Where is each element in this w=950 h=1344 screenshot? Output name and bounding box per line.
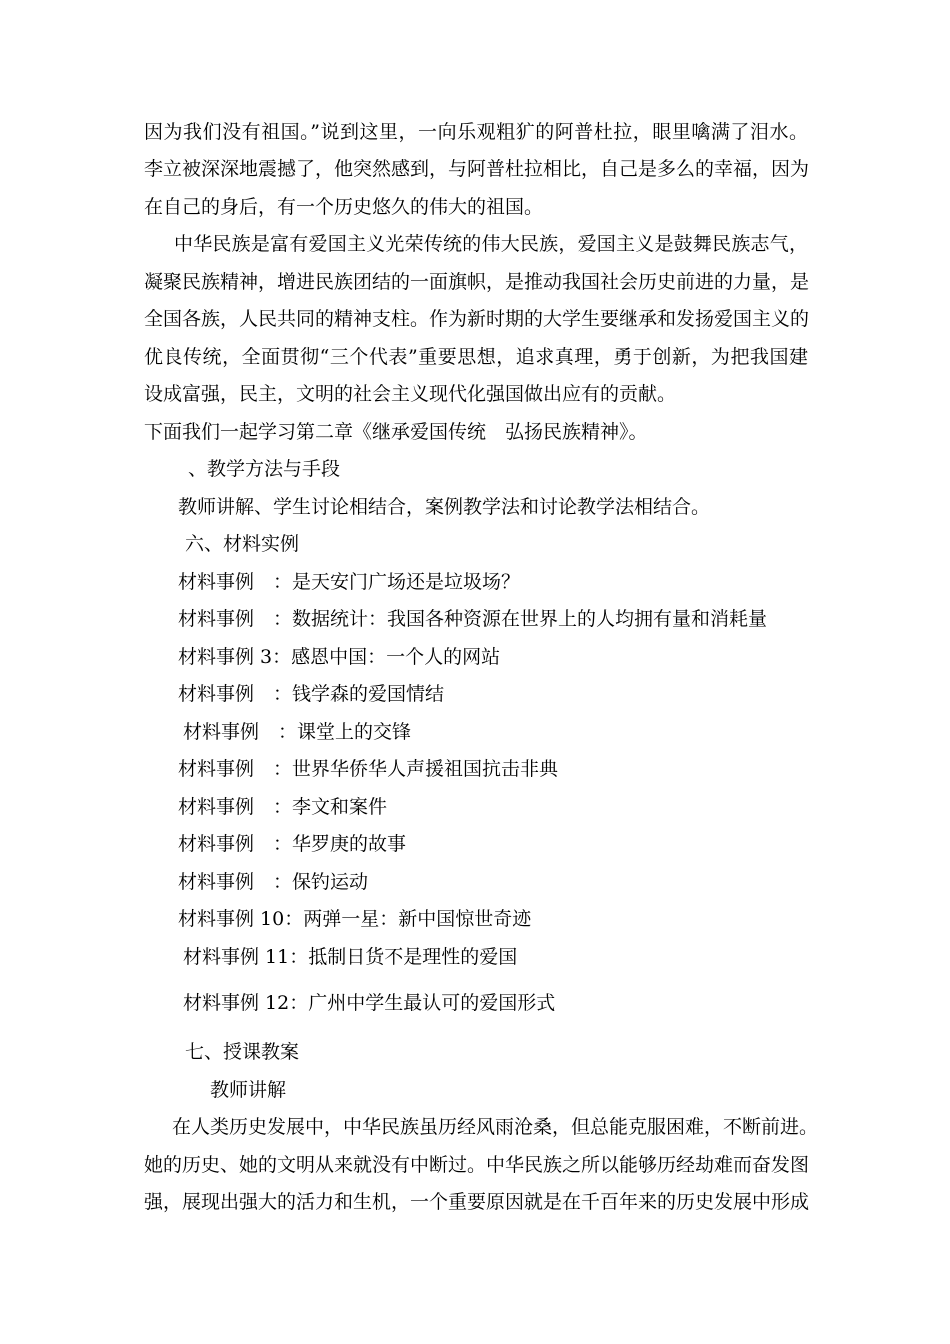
text-line: 李立被深深地震撼了，他突然感到，与阿普杜拉相比，自己是多么的幸福，因为 [144, 158, 810, 180]
text-line: 在自己的身后，有一个历史悠久的伟大的祖国。 [144, 196, 544, 218]
methods-body: 教师讲解、学生讨论相结合，案例教学法和讨论教学法相结合。 [178, 496, 711, 518]
text-line: 凝聚民族精神，增进民族团结的一面旗帜，是推动我国社会历史前进的力量，是 [144, 271, 810, 293]
text-line: 中华民族是富有爱国主义光荣传统的伟大民族，爱国主义是鼓舞民族志气， [174, 233, 808, 255]
section-heading-methods: 、教学方法与手段 [188, 458, 341, 480]
intro-line: 下面我们一起学习第二章《继承爱国传统 弘扬民族精神》。 [144, 421, 648, 443]
text-line: 全国各族，人民共同的精神支柱。作为新时期的大学生要继承和发扬爱国主义的 [144, 308, 810, 330]
material-item: 材料事例 ：钱学森的爱国情结 [178, 683, 445, 705]
material-item: 材料事例 10：两弹一星：新中国惊世奇迹 [178, 908, 532, 930]
material-item: 材料事例 ：世界华侨华人声援祖国抗击非典 [178, 758, 559, 780]
material-item: 材料事例 11：抵制日货不是理性的爱国 [183, 946, 518, 968]
text-line: 优良传统，全面贯彻“三个代表”重要思想，追求真理，勇于创新，为把我国建 [144, 346, 808, 368]
text-line: 她的历史、她的文明从来就没有中断过。中华民族之所以能够历经劫难而奋发图 [144, 1154, 810, 1176]
text-line: 强，展现出强大的活力和生机，一个重要原因就是在千百年来的历史发展中形成 [144, 1191, 810, 1213]
text-line: 设成富强，民主，文明的社会主义现代化强国做出应有的贡献。 [144, 383, 677, 405]
text-line: 在人类历史发展中，中华民族虽历经风雨沧桑，但总能克服困难，不断前进。 [172, 1116, 819, 1138]
material-item: 材料事例 ：课堂上的交锋 [183, 721, 412, 743]
material-item: 材料事例 ：数据统计：我国各种资源在世界上的人均拥有量和消耗量 [178, 608, 768, 630]
lesson-subheading: 教师讲解 [210, 1079, 287, 1101]
material-item: 材料事例 ：保钓运动 [178, 871, 369, 893]
text-line: 因为我们没有祖国。”说到这里，一向乐观粗犷的阿普杜拉，眼里噙满了泪水。 [144, 121, 808, 143]
material-item: 材料事例 ：是天安门广场还是垃圾场？ [178, 571, 521, 593]
material-item: 材料事例 ：李文和案件 [178, 796, 388, 818]
material-item: 材料事例 12：广州中学生最认可的爱国形式 [183, 992, 556, 1014]
section-heading-materials: 六、材料实例 [185, 533, 300, 555]
material-item: 材料事例 ：华罗庚的故事 [178, 833, 407, 855]
section-heading-lesson: 七、授课教案 [185, 1041, 300, 1063]
material-item: 材料事例 3：感恩中国：一个人的网站 [178, 646, 501, 668]
